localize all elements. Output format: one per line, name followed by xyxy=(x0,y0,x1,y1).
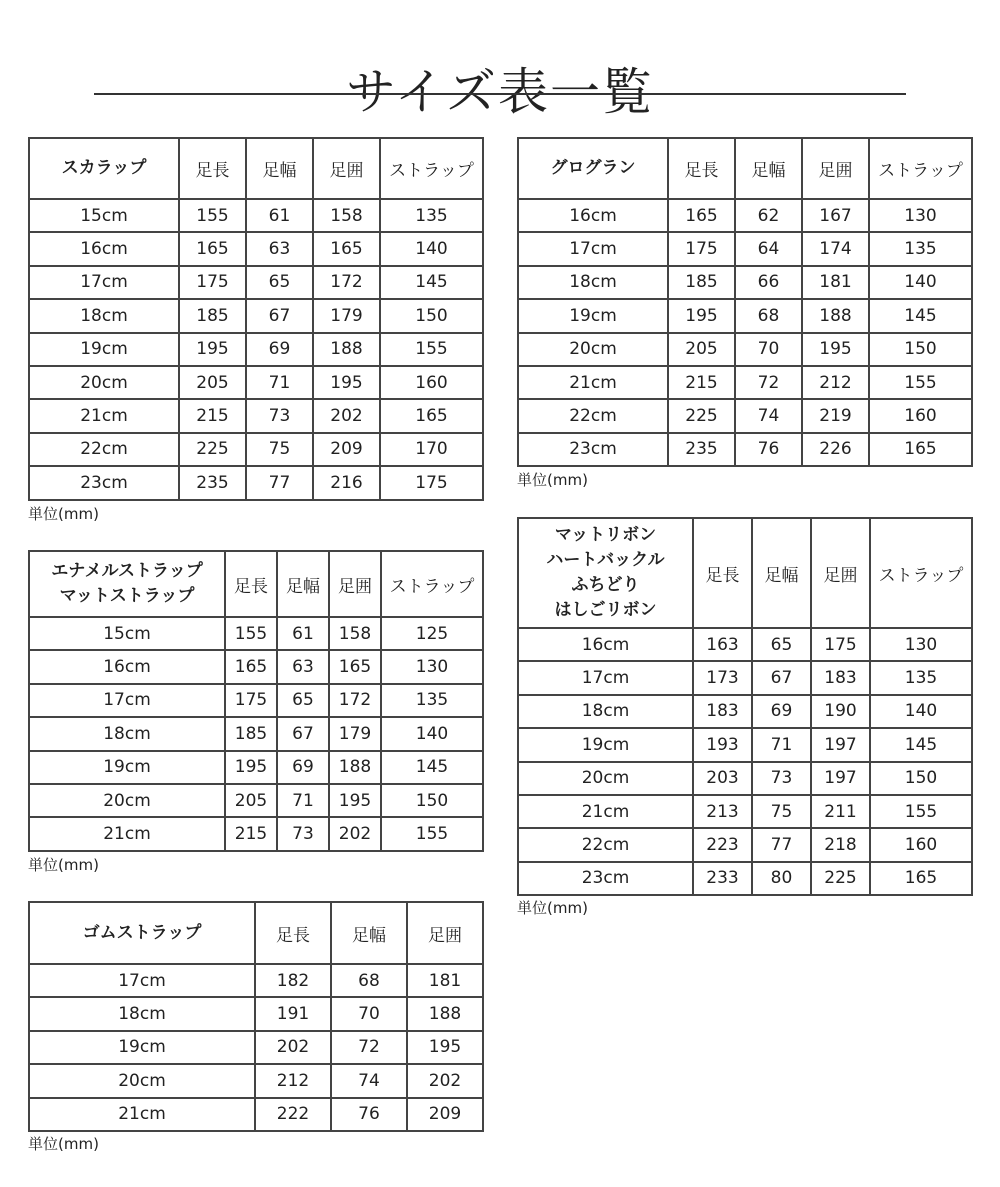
value-cell: 185 xyxy=(225,717,277,750)
size-cell: 21cm xyxy=(29,1098,255,1131)
value-cell: 140 xyxy=(870,695,972,728)
value-cell: 65 xyxy=(277,684,329,717)
value-cell: 174 xyxy=(802,232,869,265)
value-cell: 205 xyxy=(225,784,277,817)
value-cell: 68 xyxy=(331,964,407,997)
size-cell: 20cm xyxy=(518,762,693,795)
value-cell: 165 xyxy=(870,862,972,895)
value-cell: 130 xyxy=(869,199,972,232)
size-cell: 17cm xyxy=(518,232,668,265)
value-cell: 62 xyxy=(735,199,802,232)
value-cell: 125 xyxy=(381,617,483,650)
header-foot-width: 足幅 xyxy=(277,551,329,617)
size-cell: 23cm xyxy=(518,433,668,466)
table-row xyxy=(29,784,483,817)
header-product: ゴムストラップ xyxy=(29,902,255,964)
value-cell: 209 xyxy=(313,433,380,466)
unit-label-rubber-strap: 単位(mm) xyxy=(28,1135,99,1153)
value-cell: 167 xyxy=(802,199,869,232)
value-cell: 71 xyxy=(752,728,811,761)
value-cell: 165 xyxy=(380,399,483,432)
size-cell: 18cm xyxy=(29,717,225,750)
value-cell: 213 xyxy=(693,795,752,828)
value-cell: 188 xyxy=(407,997,483,1030)
value-cell: 225 xyxy=(179,433,246,466)
table-row xyxy=(29,1031,483,1064)
size-cell: 20cm xyxy=(518,333,668,366)
value-cell: 67 xyxy=(752,661,811,694)
value-cell: 155 xyxy=(380,333,483,366)
table-row xyxy=(518,299,972,332)
value-cell: 158 xyxy=(329,617,381,650)
value-cell: 165 xyxy=(329,650,381,683)
table-row xyxy=(518,628,972,661)
value-cell: 163 xyxy=(693,628,752,661)
size-cell: 18cm xyxy=(518,266,668,299)
size-cell: 17cm xyxy=(29,684,225,717)
size-cell: 19cm xyxy=(29,751,225,784)
size-cell: 21cm xyxy=(518,795,693,828)
table-row xyxy=(518,661,972,694)
size-cell: 22cm xyxy=(518,399,668,432)
size-cell: 16cm xyxy=(29,232,179,265)
header-foot-length: 足長 xyxy=(255,902,331,964)
value-cell: 150 xyxy=(870,762,972,795)
value-cell: 188 xyxy=(329,751,381,784)
value-cell: 160 xyxy=(869,399,972,432)
size-cell: 15cm xyxy=(29,617,225,650)
header-foot-girth: 足囲 xyxy=(802,138,869,199)
size-cell: 17cm xyxy=(29,266,179,299)
product-name-line: マットストラップ xyxy=(59,586,195,606)
value-cell: 155 xyxy=(381,817,483,850)
value-cell: 175 xyxy=(668,232,735,265)
value-cell: 165 xyxy=(869,433,972,466)
size-table-rubber-strap xyxy=(28,901,484,1132)
table-row xyxy=(29,266,483,299)
header-foot-girth: 足囲 xyxy=(313,138,380,199)
value-cell: 165 xyxy=(313,232,380,265)
size-cell: 21cm xyxy=(518,366,668,399)
table-row xyxy=(518,828,972,861)
value-cell: 175 xyxy=(380,466,483,499)
table-row xyxy=(518,199,972,232)
size-cell: 15cm xyxy=(29,199,179,232)
value-cell: 202 xyxy=(313,399,380,432)
header-strap: ストラップ xyxy=(870,518,972,628)
value-cell: 185 xyxy=(179,299,246,332)
value-cell: 74 xyxy=(735,399,802,432)
size-cell: 23cm xyxy=(518,862,693,895)
value-cell: 130 xyxy=(870,628,972,661)
value-cell: 219 xyxy=(802,399,869,432)
value-cell: 63 xyxy=(277,650,329,683)
value-cell: 195 xyxy=(802,333,869,366)
value-cell: 135 xyxy=(381,684,483,717)
value-cell: 145 xyxy=(380,266,483,299)
title-divider xyxy=(94,93,906,95)
size-cell: 19cm xyxy=(29,1031,255,1064)
header-strap: ストラップ xyxy=(869,138,972,199)
size-cell: 22cm xyxy=(29,433,179,466)
value-cell: 195 xyxy=(179,333,246,366)
value-cell: 73 xyxy=(277,817,329,850)
value-cell: 179 xyxy=(329,717,381,750)
table-row xyxy=(518,728,972,761)
unit-label-grosgrain: 単位(mm) xyxy=(517,471,588,489)
value-cell: 77 xyxy=(246,466,313,499)
value-cell: 155 xyxy=(179,199,246,232)
value-cell: 195 xyxy=(225,751,277,784)
value-cell: 140 xyxy=(869,266,972,299)
value-cell: 155 xyxy=(870,795,972,828)
value-cell: 202 xyxy=(329,817,381,850)
table-row xyxy=(518,862,972,895)
value-cell: 65 xyxy=(752,628,811,661)
value-cell: 216 xyxy=(313,466,380,499)
value-cell: 212 xyxy=(255,1064,331,1097)
value-cell: 160 xyxy=(870,828,972,861)
table-row xyxy=(29,366,483,399)
value-cell: 61 xyxy=(246,199,313,232)
value-cell: 202 xyxy=(255,1031,331,1064)
header-product xyxy=(518,518,693,628)
value-cell: 195 xyxy=(329,784,381,817)
value-cell: 73 xyxy=(246,399,313,432)
table-row xyxy=(518,795,972,828)
value-cell: 170 xyxy=(380,433,483,466)
value-cell: 193 xyxy=(693,728,752,761)
value-cell: 74 xyxy=(331,1064,407,1097)
table-row xyxy=(518,266,972,299)
size-table-enamel xyxy=(28,550,484,852)
value-cell: 150 xyxy=(381,784,483,817)
value-cell: 191 xyxy=(255,997,331,1030)
size-cell: 23cm xyxy=(29,466,179,499)
value-cell: 140 xyxy=(380,232,483,265)
value-cell: 69 xyxy=(752,695,811,728)
size-cell: 18cm xyxy=(518,695,693,728)
table-row xyxy=(518,232,972,265)
table-row xyxy=(29,1064,483,1097)
value-cell: 225 xyxy=(668,399,735,432)
value-cell: 175 xyxy=(179,266,246,299)
value-cell: 70 xyxy=(331,997,407,1030)
value-cell: 226 xyxy=(802,433,869,466)
value-cell: 150 xyxy=(380,299,483,332)
value-cell: 190 xyxy=(811,695,870,728)
header-strap: ストラップ xyxy=(381,551,483,617)
value-cell: 130 xyxy=(381,650,483,683)
value-cell: 75 xyxy=(246,433,313,466)
value-cell: 69 xyxy=(246,333,313,366)
value-cell: 158 xyxy=(313,199,380,232)
value-cell: 197 xyxy=(811,728,870,761)
value-cell: 179 xyxy=(313,299,380,332)
value-cell: 76 xyxy=(735,433,802,466)
value-cell: 155 xyxy=(225,617,277,650)
unit-label-scallop: 単位(mm) xyxy=(28,505,99,523)
table-row xyxy=(29,299,483,332)
size-table-grosgrain xyxy=(517,137,973,467)
size-cell: 18cm xyxy=(29,299,179,332)
value-cell: 80 xyxy=(752,862,811,895)
value-cell: 205 xyxy=(668,333,735,366)
value-cell: 64 xyxy=(735,232,802,265)
value-cell: 172 xyxy=(313,266,380,299)
header-foot-width: 足幅 xyxy=(735,138,802,199)
value-cell: 72 xyxy=(735,366,802,399)
value-cell: 135 xyxy=(380,199,483,232)
value-cell: 72 xyxy=(331,1031,407,1064)
value-cell: 135 xyxy=(870,661,972,694)
table-row xyxy=(29,433,483,466)
table-row xyxy=(29,997,483,1030)
value-cell: 209 xyxy=(407,1098,483,1131)
value-cell: 233 xyxy=(693,862,752,895)
value-cell: 225 xyxy=(811,862,870,895)
table-row xyxy=(518,695,972,728)
product-name-line: はしごリボン xyxy=(554,600,657,620)
value-cell: 66 xyxy=(735,266,802,299)
value-cell: 212 xyxy=(802,366,869,399)
product-name-line: マットリボン xyxy=(554,525,657,545)
size-cell: 20cm xyxy=(29,784,225,817)
value-cell: 202 xyxy=(407,1064,483,1097)
header-foot-girth: 足囲 xyxy=(329,551,381,617)
table-row xyxy=(29,650,483,683)
value-cell: 145 xyxy=(381,751,483,784)
value-cell: 175 xyxy=(225,684,277,717)
value-cell: 195 xyxy=(313,366,380,399)
value-cell: 182 xyxy=(255,964,331,997)
value-cell: 181 xyxy=(407,964,483,997)
value-cell: 215 xyxy=(225,817,277,850)
value-cell: 68 xyxy=(735,299,802,332)
table-row xyxy=(518,333,972,366)
size-cell: 18cm xyxy=(29,997,255,1030)
value-cell: 155 xyxy=(869,366,972,399)
value-cell: 67 xyxy=(246,299,313,332)
value-cell: 65 xyxy=(246,266,313,299)
value-cell: 76 xyxy=(331,1098,407,1131)
table-row xyxy=(518,433,972,466)
value-cell: 61 xyxy=(277,617,329,650)
header-product: スカラップ xyxy=(29,138,179,199)
value-cell: 67 xyxy=(277,717,329,750)
size-cell: 22cm xyxy=(518,828,693,861)
table-row xyxy=(29,717,483,750)
table-row xyxy=(518,366,972,399)
header-foot-girth: 足囲 xyxy=(407,902,483,964)
value-cell: 215 xyxy=(179,399,246,432)
value-cell: 165 xyxy=(225,650,277,683)
value-cell: 218 xyxy=(811,828,870,861)
value-cell: 222 xyxy=(255,1098,331,1131)
value-cell: 63 xyxy=(246,232,313,265)
value-cell: 145 xyxy=(869,299,972,332)
size-cell: 16cm xyxy=(518,628,693,661)
size-cell: 21cm xyxy=(29,399,179,432)
table-row xyxy=(29,751,483,784)
value-cell: 185 xyxy=(668,266,735,299)
value-cell: 203 xyxy=(693,762,752,795)
value-cell: 75 xyxy=(752,795,811,828)
size-cell: 17cm xyxy=(29,964,255,997)
header-foot-length: 足長 xyxy=(693,518,752,628)
table-row xyxy=(518,762,972,795)
table-row xyxy=(29,617,483,650)
value-cell: 175 xyxy=(811,628,870,661)
value-cell: 183 xyxy=(811,661,870,694)
table-row xyxy=(29,684,483,717)
value-cell: 73 xyxy=(752,762,811,795)
header-foot-width: 足幅 xyxy=(246,138,313,199)
value-cell: 215 xyxy=(668,366,735,399)
value-cell: 188 xyxy=(802,299,869,332)
size-table-scallop xyxy=(28,137,484,501)
header-foot-width: 足幅 xyxy=(752,518,811,628)
table-row xyxy=(29,466,483,499)
header-foot-width: 足幅 xyxy=(331,902,407,964)
size-table-matte-ribbon xyxy=(517,517,973,896)
size-cell: 20cm xyxy=(29,366,179,399)
value-cell: 181 xyxy=(802,266,869,299)
table-row xyxy=(29,817,483,850)
page-title: サイズ表一覧 xyxy=(346,62,654,121)
header-product: グログラン xyxy=(518,138,668,199)
size-cell: 19cm xyxy=(29,333,179,366)
value-cell: 195 xyxy=(407,1031,483,1064)
value-cell: 150 xyxy=(869,333,972,366)
value-cell: 71 xyxy=(246,366,313,399)
table-row xyxy=(29,399,483,432)
size-cell: 20cm xyxy=(29,1064,255,1097)
header-product xyxy=(29,551,225,617)
size-cell: 16cm xyxy=(29,650,225,683)
value-cell: 77 xyxy=(752,828,811,861)
value-cell: 197 xyxy=(811,762,870,795)
value-cell: 195 xyxy=(668,299,735,332)
table-row xyxy=(29,232,483,265)
table-row xyxy=(29,199,483,232)
value-cell: 235 xyxy=(668,433,735,466)
value-cell: 70 xyxy=(735,333,802,366)
value-cell: 188 xyxy=(313,333,380,366)
size-cell: 19cm xyxy=(518,299,668,332)
value-cell: 211 xyxy=(811,795,870,828)
value-cell: 223 xyxy=(693,828,752,861)
value-cell: 173 xyxy=(693,661,752,694)
table-row xyxy=(29,964,483,997)
table-row xyxy=(29,1098,483,1131)
value-cell: 183 xyxy=(693,695,752,728)
header-strap: ストラップ xyxy=(380,138,483,199)
value-cell: 69 xyxy=(277,751,329,784)
product-name-line: エナメルストラップ xyxy=(51,561,203,581)
value-cell: 165 xyxy=(179,232,246,265)
value-cell: 205 xyxy=(179,366,246,399)
value-cell: 235 xyxy=(179,466,246,499)
table-row xyxy=(518,399,972,432)
size-cell: 21cm xyxy=(29,817,225,850)
value-cell: 172 xyxy=(329,684,381,717)
unit-label-matte-ribbon: 単位(mm) xyxy=(517,899,588,917)
table-row xyxy=(29,333,483,366)
size-cell: 16cm xyxy=(518,199,668,232)
value-cell: 135 xyxy=(869,232,972,265)
product-name-line: ハートバックル xyxy=(546,550,665,570)
header-foot-girth: 足囲 xyxy=(811,518,870,628)
header-foot-length: 足長 xyxy=(668,138,735,199)
unit-label-enamel: 単位(mm) xyxy=(28,856,99,874)
value-cell: 160 xyxy=(380,366,483,399)
size-cell: 17cm xyxy=(518,661,693,694)
size-cell: 19cm xyxy=(518,728,693,761)
product-name-line: ふちどり xyxy=(571,575,640,595)
header-foot-length: 足長 xyxy=(179,138,246,199)
header-foot-length: 足長 xyxy=(225,551,277,617)
value-cell: 71 xyxy=(277,784,329,817)
value-cell: 145 xyxy=(870,728,972,761)
value-cell: 140 xyxy=(381,717,483,750)
value-cell: 165 xyxy=(668,199,735,232)
